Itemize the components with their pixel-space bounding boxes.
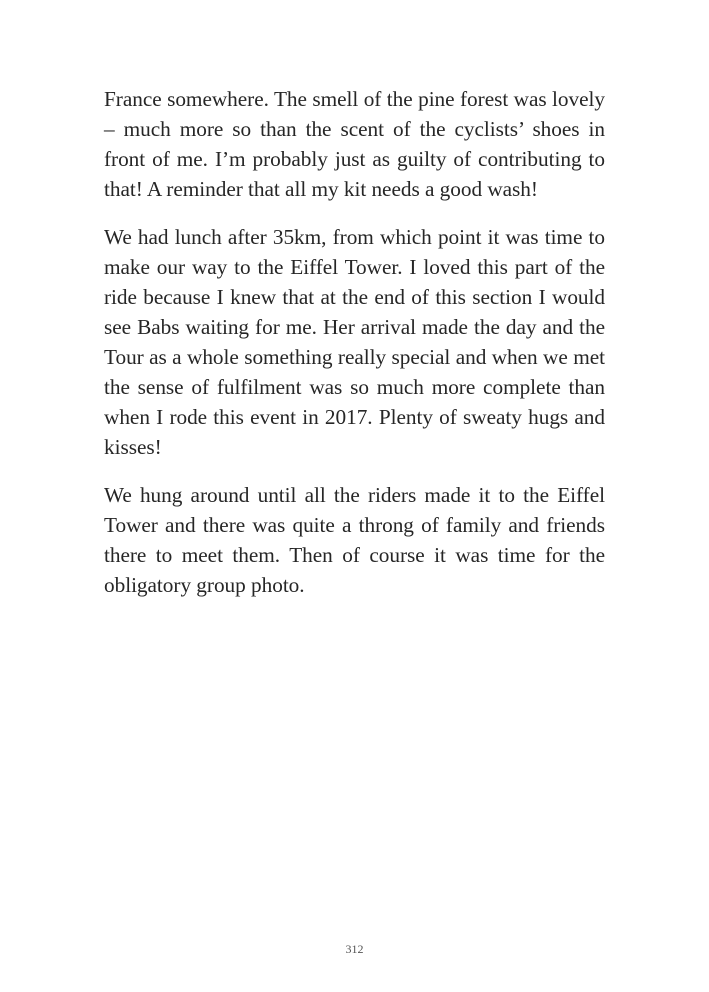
page-number: 312 <box>345 942 364 956</box>
paragraph: We had lunch after 35km, from which point it was time to make our way to the Eiffel Tower. I loved this part of the ride because I knew that at the end of this section I would see Babs waiting for me. Her arrival made the day and the Tour as a whole something really special and when we met the sense of fulfilment was so much more complete than when I rode this event in 2017. Plenty of sweaty hugs and kisses! <box>104 225 605 459</box>
paragraph: France somewhere. The smell of the pine forest was lovely – much more so than the scent of the cyclists’ shoes in front of me. I’m probably just as guilty of contributing to that! A reminder that all my kit needs a good wash! <box>104 87 605 201</box>
body-text <box>104 84 605 618</box>
paragraph: We hung around until all the riders made it to the Eiffel Tower and there was quite a throng of family and friends there to meet them. Then of course it was time for the obligatory group photo. <box>104 483 605 597</box>
